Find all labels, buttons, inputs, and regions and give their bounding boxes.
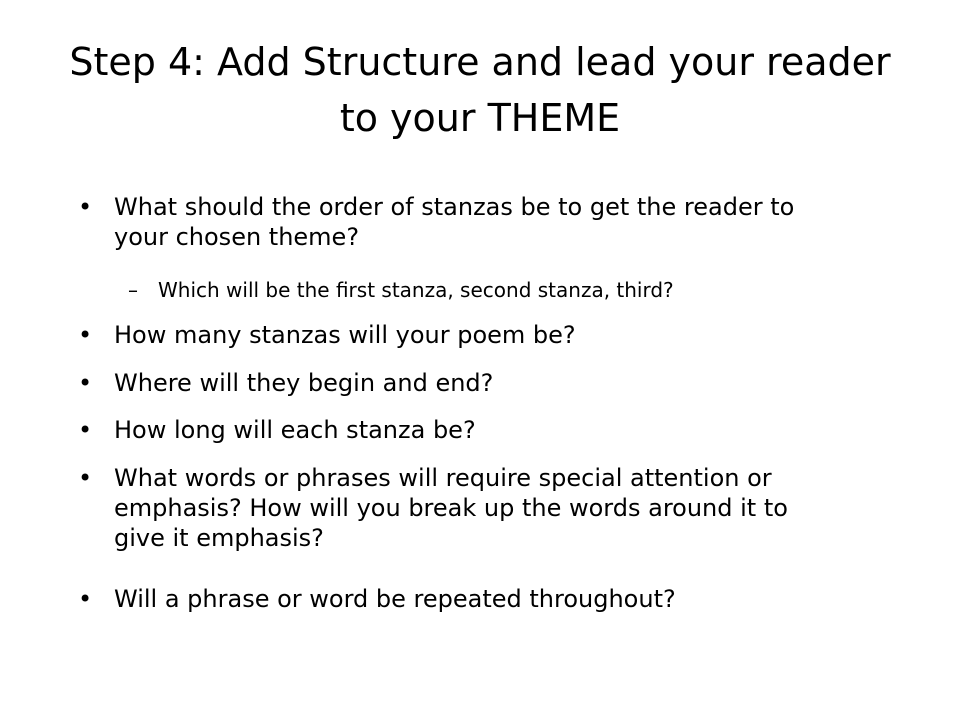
bullet-marker: • [78, 369, 93, 397]
bullet-text: What words or phrases will require special attention or emphasis? How will you break up the words around it to give it emphasis? [114, 464, 788, 552]
bullet-marker: • [78, 321, 93, 349]
sub-bullet-text: Which will be the first stanza, second stanza, third? [158, 278, 674, 302]
bullet-text: How many stanzas will your poem be? [114, 321, 576, 349]
bullet-text: How long will each stanza be? [114, 416, 476, 444]
bullet-marker: • [78, 585, 93, 613]
bullet-marker: • [78, 193, 93, 221]
bullet-marker: • [78, 464, 93, 492]
bullet-text: What should the order of stanzas be to get the reader to your chosen theme? [114, 193, 795, 251]
bullet-text: Where will they begin and end? [114, 369, 494, 397]
bullet-marker: • [78, 416, 93, 444]
slide-title: Step 4: Add Structure and lead your reader to your THEME [69, 40, 891, 140]
sub-bullet-marker: – [128, 278, 138, 302]
bullet-text: Will a phrase or word be repeated throughout? [114, 585, 676, 613]
